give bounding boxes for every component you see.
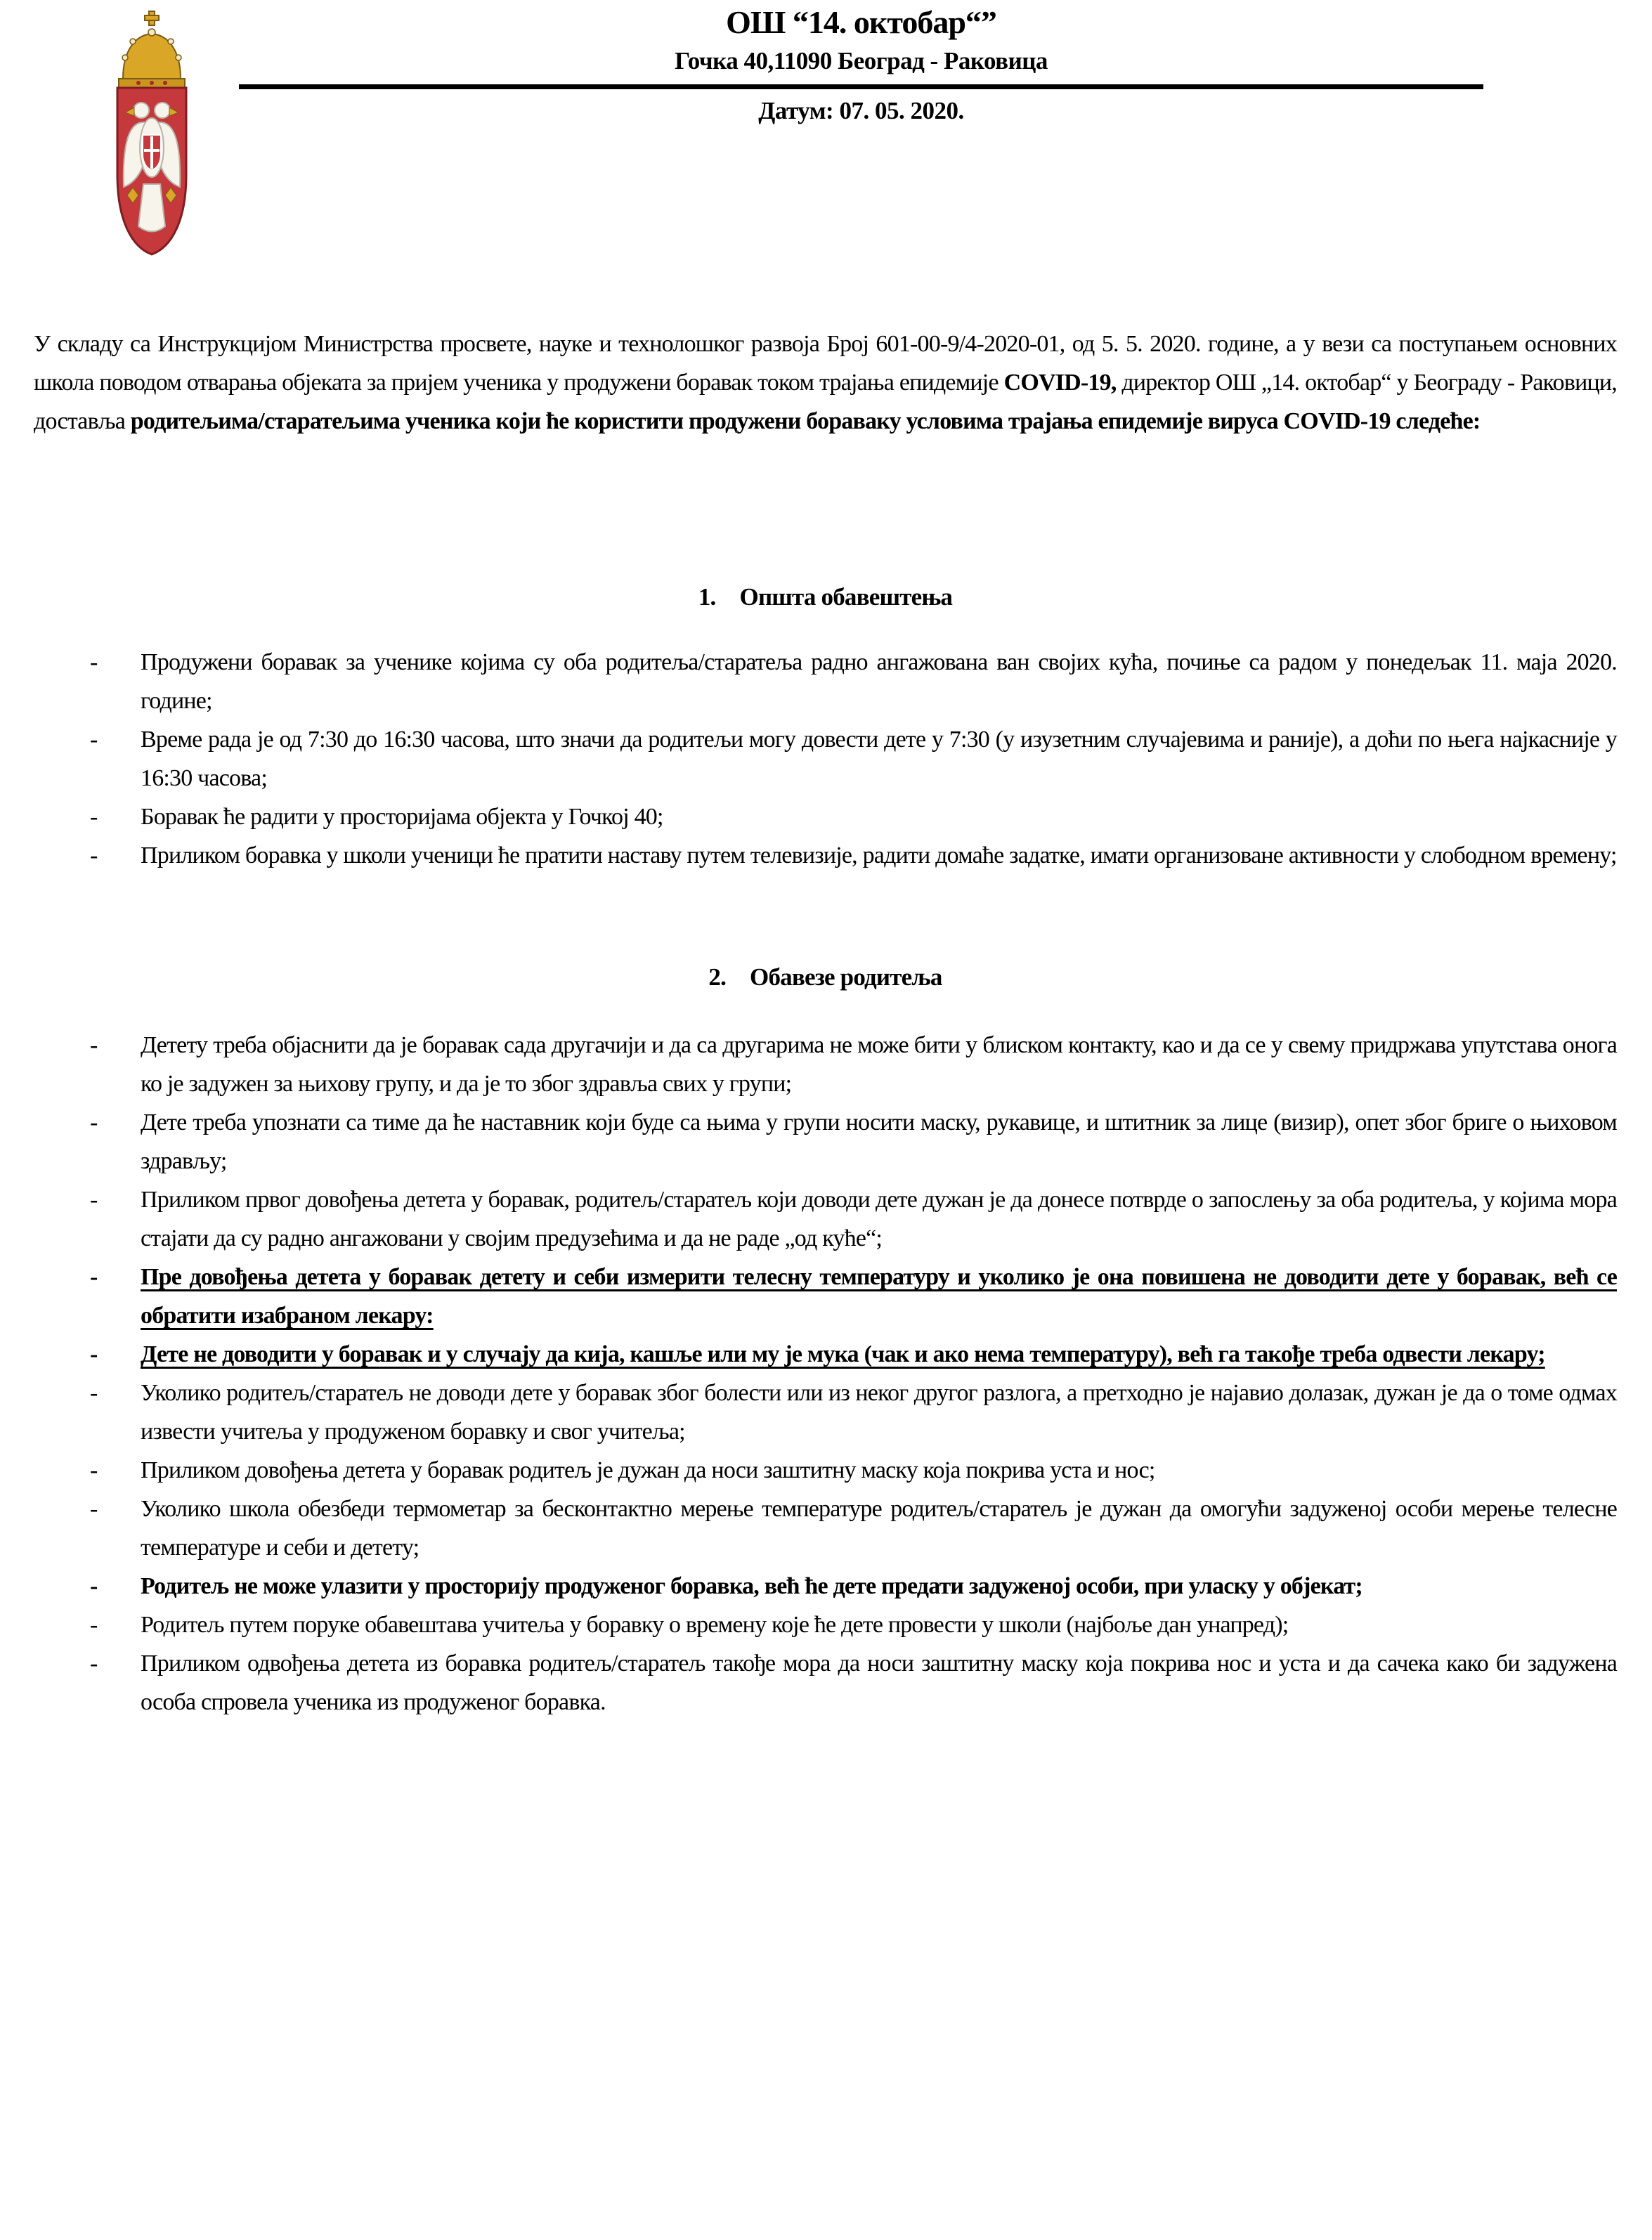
bullet-dash: - bbox=[90, 1109, 98, 1135]
bullet-dash: - bbox=[90, 1264, 98, 1290]
bullet-item bbox=[34, 1451, 1617, 1490]
bullet-text: Уколико школа обезбеди термометар за бесконтактно мерење температуре родитељ/старатељ је дужан да омогући задуженој особи мерење телесне температуре и себи и детету; bbox=[141, 1496, 1617, 1561]
bullet-item bbox=[34, 1335, 1617, 1374]
section1-title: Општа обавештења bbox=[739, 583, 953, 611]
bullet-item bbox=[34, 1567, 1617, 1606]
bullet-dash: - bbox=[90, 842, 98, 868]
section1-bullet-list bbox=[34, 643, 1617, 875]
bullet-item bbox=[34, 1490, 1617, 1567]
intro-part4-bold: родитељима/старатељима ученика који ће користити продужени бораваку условима трајања епидемије вируса COVID-19 следеће: bbox=[130, 408, 1481, 434]
bullet-text: Родитељ путем поруке обавештава учитеља у боравку о времену које ће дете провести у школи (најбоље дан унапред); bbox=[141, 1612, 1289, 1638]
document-date: Датум: 07. 05. 2020. bbox=[758, 97, 964, 124]
bullet-text: Приликом довођења детета у боравак родитељ је дужан да носи заштитну маску која покрива уста и нос; bbox=[141, 1457, 1155, 1483]
bullet-text: Боравак ће радити у просторијама објекта у Гочкој 40; bbox=[141, 804, 663, 830]
document-body bbox=[34, 325, 1617, 1721]
bullet-dash: - bbox=[90, 1496, 98, 1522]
school-address: Гочка 40,11090 Београд - Раковица bbox=[675, 47, 1048, 74]
bullet-text: Детету треба објаснити да је боравак сада другачији и да са другарима не може бити у блиском контакту, као и да се у свему придржава упутстава онога ко је задужен за њихову групу, и да је то због здравља свих у групи; bbox=[141, 1032, 1617, 1097]
section2-title: Обавезе родитеља bbox=[750, 963, 942, 991]
bullet-item bbox=[34, 720, 1617, 797]
section1-heading bbox=[34, 578, 1617, 616]
bullet-dash: - bbox=[90, 727, 98, 753]
bullet-text: Приликом одвођења детета из боравка родитељ/старатељ такође мора да носи заштитну маску која покрива нос и уста и да сачека како би задужена особа спровела ученика из продуженог боравка. bbox=[141, 1650, 1617, 1715]
bullet-text: Дете треба упознати са тиме да ће наставник који буде са њима у групи носити маску, рукавице, и штитник за лице (визир), опет због бриге о њиховом здрављу; bbox=[141, 1109, 1617, 1174]
bullet-text: Родитељ не може улазити у просторију продуженог боравка, већ ће дете предати задуженој особи, при уласку у објекат; bbox=[141, 1573, 1362, 1599]
bullet-item bbox=[34, 1258, 1617, 1335]
bullet-text: Приликом првог довођења детета у боравак, родитељ/старатељ који доводи дете дужан је да донесе потврде о запослењу за оба родитеља, у којима мора стајати да су радно ангажовани у својим предузећима и да не раде „од куће“; bbox=[141, 1187, 1617, 1251]
intro-paragraph bbox=[34, 325, 1617, 441]
coat-of-arms-icon bbox=[102, 10, 202, 257]
bullet-text: Време рада је од 7:30 до 16:30 часова, што значи да родитељи могу довести дете у 7:30 (у изузетним случајевима и раније), а доћи по њега најкасније у 16:30 часова; bbox=[141, 727, 1617, 791]
letterhead bbox=[211, 3, 1511, 126]
bullet-item bbox=[34, 1374, 1617, 1451]
bullet-dash: - bbox=[90, 1573, 98, 1599]
bullet-item bbox=[34, 836, 1617, 875]
section1-number: 1. bbox=[698, 583, 716, 611]
section2-heading bbox=[34, 958, 1617, 996]
bullet-dash: - bbox=[90, 1612, 98, 1638]
bullet-item bbox=[34, 1026, 1617, 1103]
bullet-dash: - bbox=[90, 1650, 98, 1676]
bullet-dash: - bbox=[90, 649, 98, 675]
bullet-dash: - bbox=[90, 1380, 98, 1406]
bullet-item bbox=[34, 643, 1617, 720]
bullet-dash: - bbox=[90, 1187, 98, 1213]
intro-part1: У складу са Инструкцијом Министрства просвете, науке и технолошког развоја Број 601-00-9/4-2020-01, од 5. 5. 2020. године, а у вези са поступањем основних школа поводом отварања објеката за пријем ученика у продужени боравак током трајања епидемије bbox=[34, 331, 1617, 396]
section2-bullet-list bbox=[34, 1026, 1617, 1721]
bullet-item bbox=[34, 1606, 1617, 1644]
section2-number: 2. bbox=[708, 963, 727, 991]
bullet-dash: - bbox=[90, 1032, 98, 1058]
bullet-item bbox=[34, 1103, 1617, 1180]
school-name: ОШ “14. октобар“” bbox=[726, 4, 996, 40]
bullet-item bbox=[34, 1644, 1617, 1721]
bullet-text: Приликом боравка у школи ученици ће пратити наставу путем телевизије, радити домаће задатке, имати организоване активности у слободном времену; bbox=[141, 842, 1617, 868]
bullet-text: Продужени боравак за ученике којима су оба родитеља/старатеља радно ангажована ван својих кућа, почиње са радом у понедељак 11. маја 2020. године; bbox=[141, 649, 1617, 714]
bullet-dash: - bbox=[90, 1341, 98, 1367]
intro-covid-bold: COVID-19, bbox=[1003, 370, 1117, 396]
bullet-text: Дете не доводити у боравак и у случају да кија, кашље или му је мука (чак и ако нема температуру), већ га такође треба одвести лекару; bbox=[141, 1341, 1545, 1367]
bullet-text: Уколико родитељ/старатељ не доводи дете у боравак због болести или из неког другог разлога, а претходно је најавио долазак, дужан је да о томе одмах извести учитеља у продуженом боравку и свог учитеља; bbox=[141, 1380, 1617, 1445]
header-divider bbox=[239, 84, 1483, 89]
serbia-coat-of-arms bbox=[102, 10, 202, 257]
intro-part3: директор ОШ „14. октобар“ у Београду - Раковици, доставља bbox=[34, 370, 1617, 434]
bullet-dash: - bbox=[90, 1457, 98, 1483]
bullet-dash: - bbox=[90, 804, 98, 830]
bullet-item bbox=[34, 797, 1617, 836]
bullet-text: Пре довођења детета у боравак детету и себи измерити телесну температуру и уколико је она повишена не доводити дете у боравак, већ се обратити изабраном лекару: bbox=[141, 1264, 1617, 1329]
bullet-item bbox=[34, 1180, 1617, 1258]
